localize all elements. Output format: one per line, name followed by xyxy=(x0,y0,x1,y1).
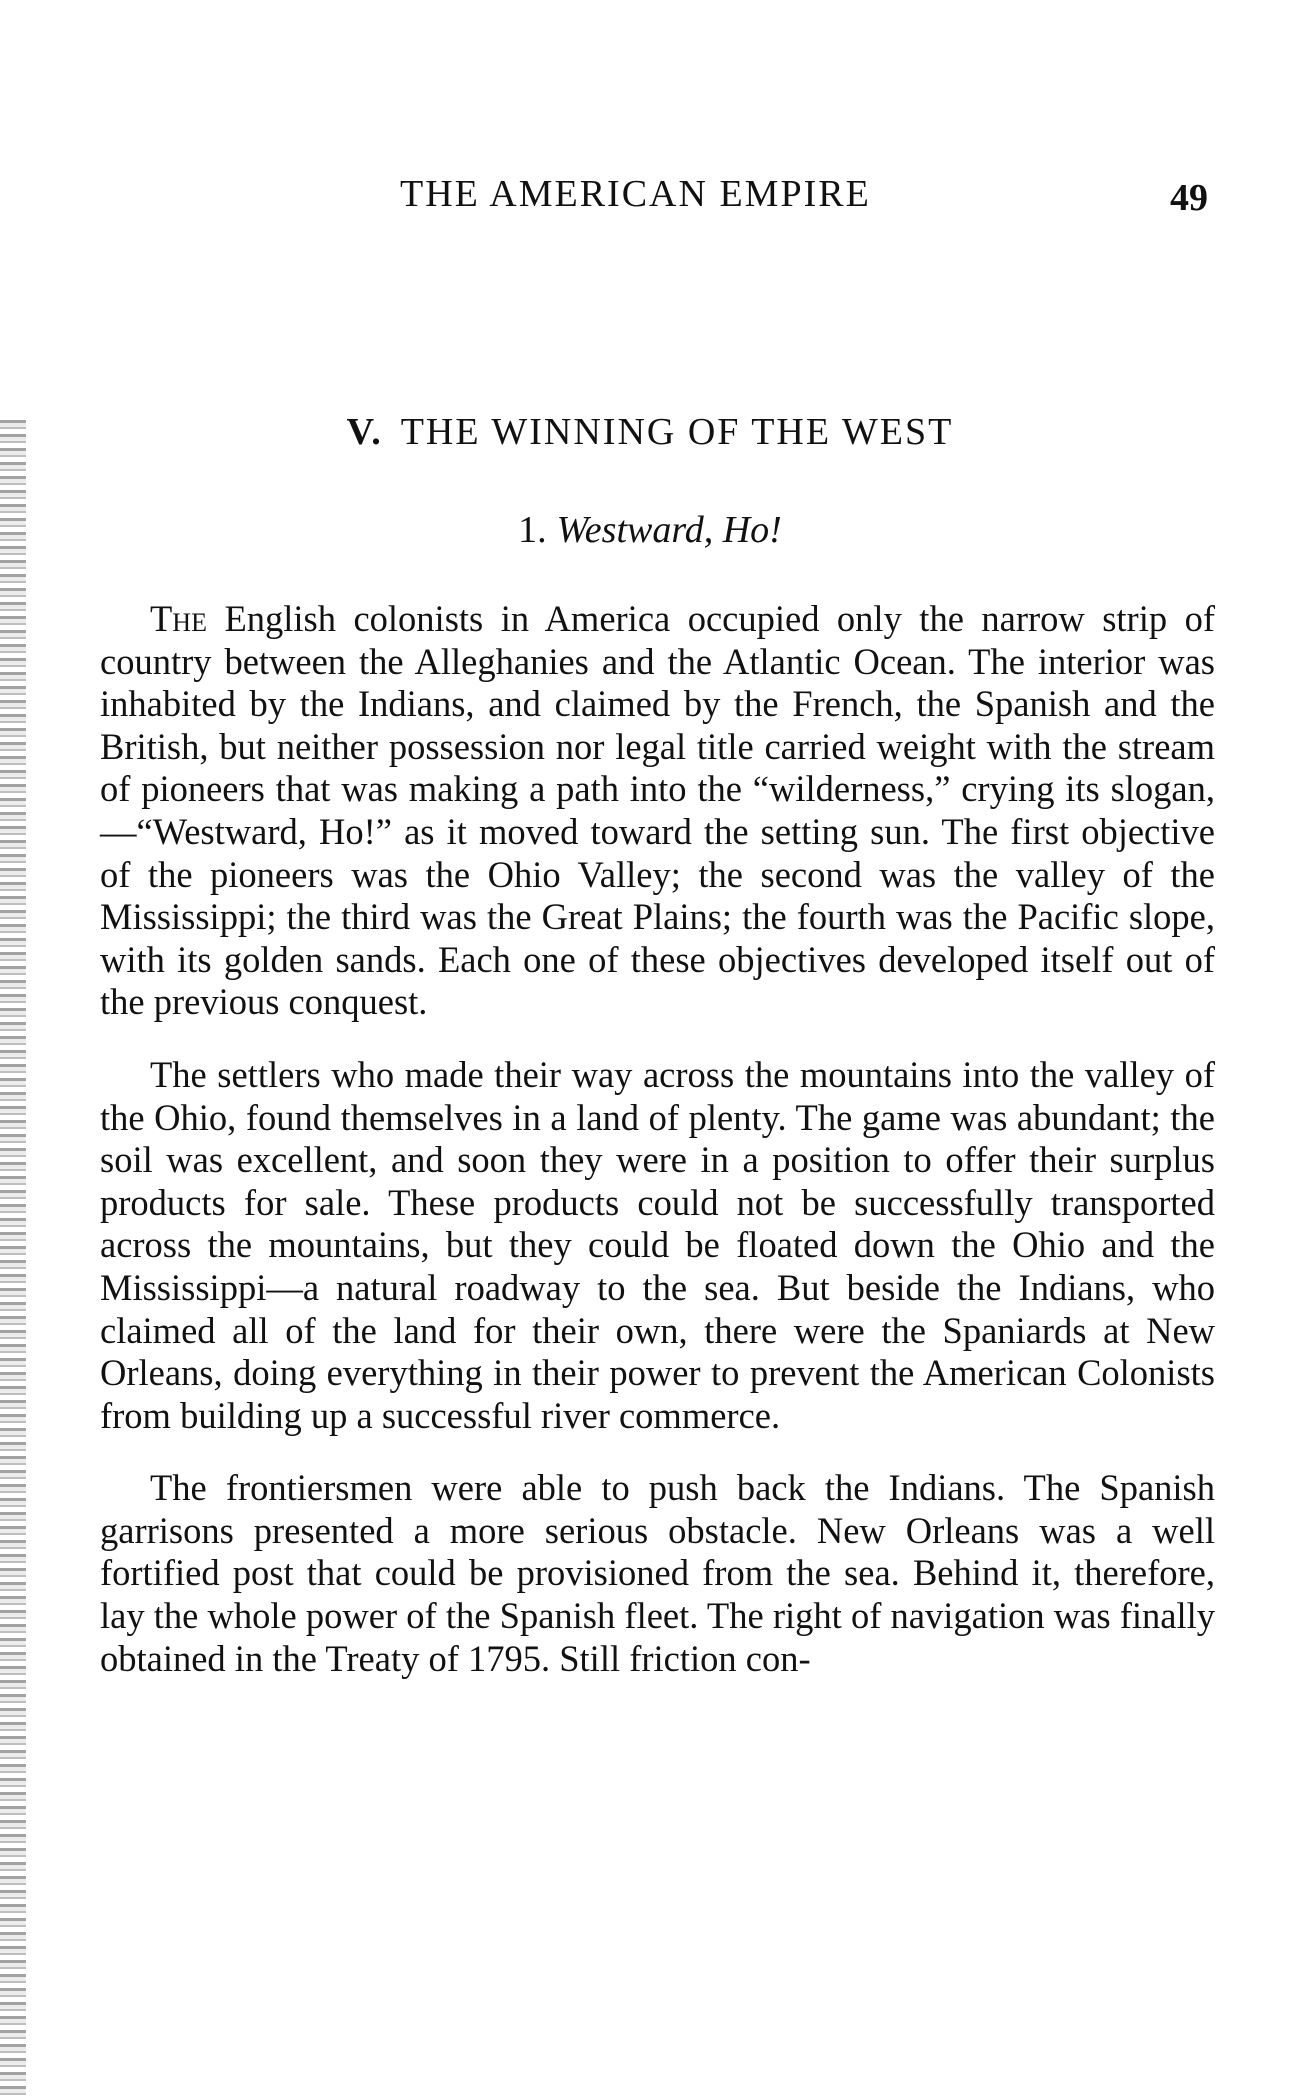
paragraph-1-text: English colonists in America occupied only the narrow strip of country between the Alleghanies and the Atlantic Ocean. The interior was inhabited by the Indians, and claimed by the French, the Spanish and the British, but neither possession nor legal title carried weight with the stream of pioneers that was making a path into the “wilderness,” crying its slogan,—“Westward, Ho!” as it moved toward the setting sun. The first objective of the pioneers was the Ohio Valley; the second was the valley of the Mississippi; the third was the Great Plains; the fourth was the Pacific slope, with its golden sands. Each one of these objectives developed itself out of the previous conquest. xyxy=(100,598,1215,1023)
chapter-title: THE WINNING OF THE WEST xyxy=(400,411,954,453)
page-number: 49 xyxy=(1170,177,1208,219)
paragraph-2: The settlers who made their way across the mountains into the valley of the Ohio, found themselves in a land of plenty. The game was abundant; the soil was excellent, and soon they were in a position to offer their surplus products for sale. These products could not be successfully transported across the mountains, but they could be floated down the Ohio and the Mississippi—a natural roadway to the sea. But beside the Indians, who claimed all of the land for their own, there were the Spaniards at New Orleans, doing everything in their power to prevent the American Colonists from building up a successful river commerce. xyxy=(100,1053,1215,1436)
section-number: 1. xyxy=(518,509,547,551)
paragraph-3: The frontiersmen were able to push back the Indians. The Spanish garrisons presented a more serious obstacle. New Orleans was a well fortified post that could be provisioned from the sea. Behind it, therefore, lay the whole power of the Spanish fleet. The right of navigation was finally obtained in the Treaty of 1795. Still friction con- xyxy=(100,1467,1215,1679)
chapter-heading xyxy=(0,410,1300,454)
paragraph-1 xyxy=(100,598,1215,1024)
running-header xyxy=(0,172,1300,222)
paragraph-lead-word: The xyxy=(150,598,207,639)
chapter-number: V. xyxy=(346,411,383,453)
section-heading xyxy=(0,508,1300,552)
page-edge-shadow xyxy=(0,420,26,2100)
body-text xyxy=(100,598,1215,1710)
section-title: Westward, Ho! xyxy=(556,509,782,551)
running-title: THE AMERICAN EMPIRE xyxy=(400,173,871,215)
